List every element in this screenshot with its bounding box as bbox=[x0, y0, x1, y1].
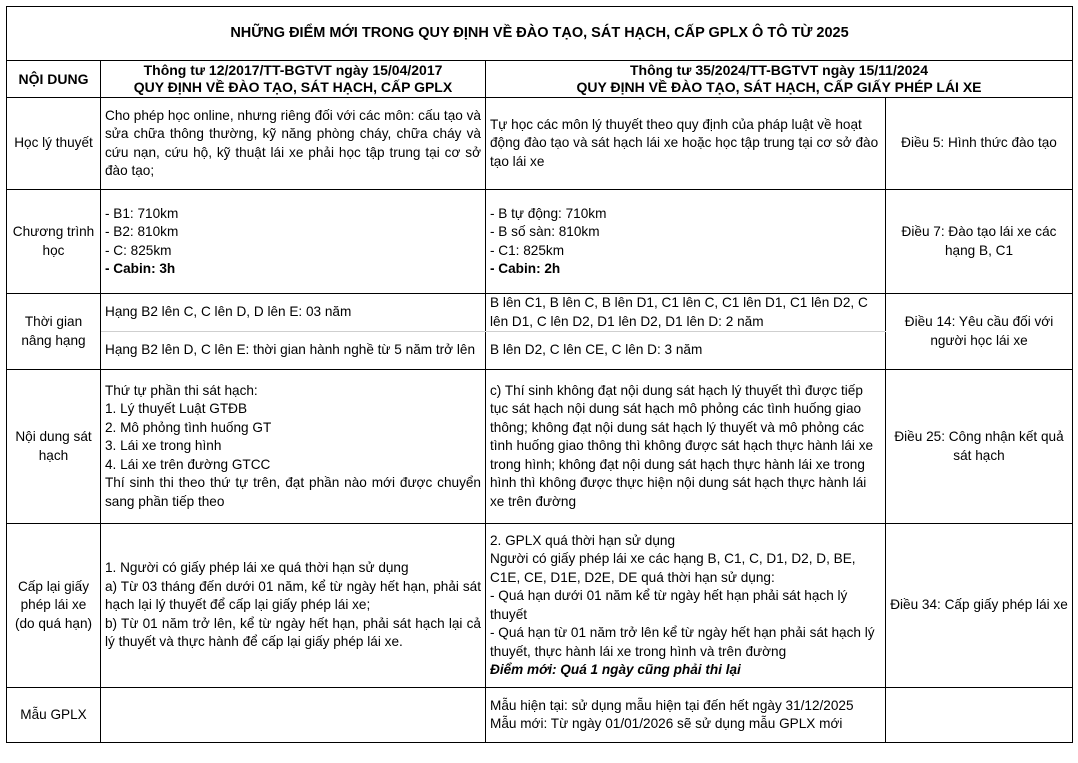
list-item: 2. Mô phỏng tình huống GT bbox=[105, 419, 272, 435]
list-item: Thứ tự phần thi sát hạch: bbox=[105, 382, 258, 398]
header-topic: NỘI DUNG bbox=[7, 61, 101, 98]
old-rule-cell: Cho phép học online, nhưng riêng đối với các môn: cấu tạo và sửa chữa thông thường, kỹ năng phòng cháy, chữa cháy và cứu nạn, cứu hộ, kỹ thuật lái xe phải học tập trung tại cơ sở đào tạo; bbox=[101, 98, 486, 190]
topic-cell: Thời gian nâng hạng bbox=[7, 294, 101, 370]
list-item: - Quá hạn dưới 01 năm kể từ ngày hết hạn phải sát hạch lý thuyết bbox=[490, 588, 848, 622]
table-row bbox=[7, 524, 1073, 688]
article-ref-cell: Điều 5: Hình thức đào tạo bbox=[886, 98, 1073, 190]
list-item: - C: 825km bbox=[105, 242, 172, 258]
list-item: 1. Người có giấy phép lái xe quá thời hạn sử dụng bbox=[105, 560, 409, 576]
article-ref-cell: Điều 7: Đào tạo lái xe các hạng B, C1 bbox=[886, 190, 1073, 294]
new-rule-cell bbox=[486, 190, 886, 294]
list-item: Thí sinh thi theo thứ tự trên, đạt phần nào mới được chuyển sang phần tiếp theo bbox=[105, 475, 481, 509]
new-circular-name: Thông tư 35/2024/TT-BGTVT ngày 15/11/2024 bbox=[629, 62, 929, 78]
old-rule-cell bbox=[101, 370, 486, 524]
list-item: - B tự động: 710km bbox=[490, 205, 607, 221]
new-rule-cell bbox=[486, 688, 886, 743]
list-item: - Cabin: 2h bbox=[490, 261, 561, 276]
table-row bbox=[7, 370, 1073, 524]
header-row bbox=[7, 61, 1073, 98]
table-row bbox=[7, 98, 1073, 190]
table-row bbox=[7, 294, 1073, 332]
old-rule-cell bbox=[101, 688, 486, 743]
old-rule-cell bbox=[101, 524, 486, 688]
article-ref-cell: Điều 14: Yêu cầu đối với người học lái xe bbox=[886, 294, 1073, 370]
new-point-note: Điểm mới: Quá 1 ngày cũng phải thi lại bbox=[490, 662, 741, 677]
old-rule-cell bbox=[101, 190, 486, 294]
list-item: Mẫu hiện tại: sử dụng mẫu hiện tại đến hết ngày 31/12/2025 bbox=[490, 697, 854, 713]
old-circular-name: Thông tư 12/2017/TT-BGTVT ngày 15/04/2017 bbox=[143, 62, 443, 78]
list-item: - B số sàn: 810km bbox=[490, 224, 600, 239]
list-item: 2. GPLX quá thời hạn sử dụng bbox=[490, 532, 676, 548]
old-circular-subtitle: QUY ĐỊNH VỀ ĐÀO TẠO, SÁT HẠCH, CẤP GPLX bbox=[133, 79, 453, 95]
list-item: 4. Lái xe trên đường GTCC bbox=[105, 456, 271, 472]
title-row bbox=[7, 7, 1073, 61]
old-rule-cell: Hạng B2 lên D, C lên E: thời gian hành nghề từ 5 năm trở lên bbox=[101, 332, 486, 370]
new-rule-cell bbox=[486, 524, 886, 688]
new-rule-cell: c) Thí sinh không đạt nội dung sát hạch lý thuyết thì được tiếp tục sát hạch nội dung sát hạch mô phỏng các tình huống giao thông; không đạt nội dung sát hạch lý thuyết và mô phỏng các tình huống giao thông thì không được sát hạch thực hành lái xe trong hình; không đạt nội dung sát hạch thực hành lái xe trong hình thì không được thực hiện nội dung sát hạch thực hành lái xe trên đường bbox=[486, 370, 886, 524]
header-new-circular bbox=[486, 61, 1073, 98]
topic-cell: Nội dung sát hạch bbox=[7, 370, 101, 524]
table-row bbox=[7, 688, 1073, 743]
table-title: NHỮNG ĐIỂM MỚI TRONG QUY ĐỊNH VỀ ĐÀO TẠO, SÁT HẠCH, CẤP GPLX Ô TÔ TỪ 2025 bbox=[7, 7, 1073, 61]
topic-cell: Mẫu GPLX bbox=[7, 688, 101, 743]
list-item: a) Từ 03 tháng đến dưới 01 năm, kể từ ngày hết hạn, phải sát hạch lại lý thuyết để cấp lại giấy phép lái xe; bbox=[105, 578, 481, 613]
new-rule-cell: Tự học các môn lý thuyết theo quy định của pháp luật về hoạt động đào tạo và sát hạch lái xe hoặc học tập trung tại cơ sở đào tạo lái xe bbox=[486, 98, 886, 190]
header-old-circular bbox=[101, 61, 486, 98]
list-item: - B2: 810km bbox=[105, 224, 179, 239]
topic-cell: Cấp lại giấy phép lái xe (do quá hạn) bbox=[7, 524, 101, 688]
new-rule-cell: B lên C1, B lên C, B lên D1, C1 lên C, C1 lên D1, C1 lên D2, C lên D1, C lên D2, D1 lên D2, D1 lên D: 2 năm bbox=[486, 294, 886, 332]
article-ref-cell: Điều 25: Công nhận kết quả sát hạch bbox=[886, 370, 1073, 524]
table-row bbox=[7, 190, 1073, 294]
article-ref-cell bbox=[886, 688, 1073, 743]
list-item: 3. Lái xe trong hình bbox=[105, 438, 222, 454]
comparison-table bbox=[6, 6, 1073, 743]
old-rule-cell: Hạng B2 lên C, C lên D, D lên E: 03 năm bbox=[101, 294, 486, 332]
article-ref-cell: Điều 34: Cấp giấy phép lái xe bbox=[886, 524, 1073, 688]
topic-cell: Học lý thuyết bbox=[7, 98, 101, 190]
list-item: - C1: 825km bbox=[490, 242, 565, 258]
list-item: 1. Lý thuyết Luật GTĐB bbox=[105, 401, 248, 417]
list-item: - Quá hạn từ 01 năm trở lên kể từ ngày hết hạn phải sát hạch lý thuyết, thực hành lái xe trong hình và trên đường bbox=[490, 625, 875, 659]
list-item: Mẫu mới: Từ ngày 01/01/2026 sẽ sử dụng mẫu GPLX mới bbox=[490, 716, 843, 731]
list-item: b) Từ 01 năm trở lên, kể từ ngày hết hạn, phải sát hạch lại cả lý thuyết và thực hành để cấp lại giấy phép lái xe. bbox=[105, 615, 481, 650]
new-rule-cell: B lên D2, C lên CE, C lên D: 3 năm bbox=[486, 332, 886, 370]
list-item: - Cabin: 3h bbox=[105, 261, 176, 276]
new-circular-subtitle: QUY ĐỊNH VỀ ĐÀO TẠO, SÁT HẠCH, CẤP GIẤY PHÉP LÁI XE bbox=[576, 79, 982, 95]
list-item: Người có giấy phép lái xe các hạng B, C1, C, D1, D2, D, BE, C1E, CE, D1E, D2E, DE quá thời hạn sử dụng: bbox=[490, 551, 856, 585]
list-item: - B1: 710km bbox=[105, 205, 179, 221]
topic-cell: Chương trình học bbox=[7, 190, 101, 294]
